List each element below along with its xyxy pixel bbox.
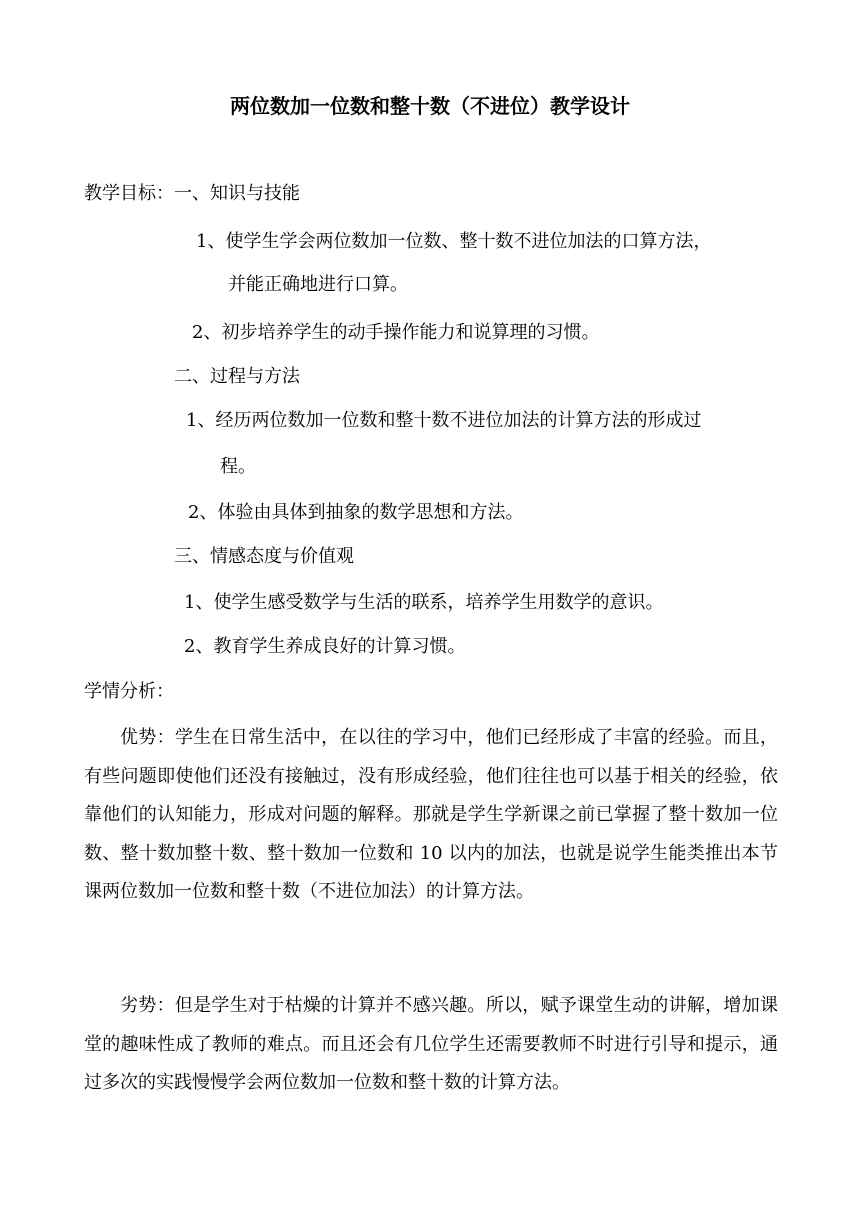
objective-2-1: 1、经历两位数加一位数和整十数不进位加法的计算方法的形成过 bbox=[186, 410, 702, 431]
section-process-methods: 二、过程与方法 bbox=[174, 366, 300, 387]
objective-1-1: 1、使学生学会两位数加一位数、整十数不进位加法的口算方法， bbox=[196, 231, 712, 252]
analysis-label: 学情分析： bbox=[84, 681, 174, 702]
objective-1-1-continued: 并能正确地进行口算。 bbox=[228, 274, 408, 295]
analysis-disadvantage-paragraph: 劣势：但是学生对于枯燥的计算并不感兴趣。所以，赋予课堂生动的讲解，增加课堂的趣味性成了教师的难点。而且还会有几位学生还需要教师不时进行引导和提示，通过多次的实践慢慢学会两位数加一位数和整十数的计算方法。 bbox=[84, 995, 778, 1094]
section-emotion-values: 三、情感态度与价值观 bbox=[174, 546, 354, 567]
analysis-advantage-paragraph: 优势：学生在日常生活中，在以往的学习中，他们已经形成了丰富的经验。而且，有些问题即使他们还没有接触过，没有形成经验，他们往往也可以基于相关的经验，依靠他们的认知能力，形成对问题的解释。那就是学生学新课之前已掌握了整十数加一位数、整十数加整十数、整十数加一位数和 10 以内的加法，也就是说学生能类推出本节课两位数加一位数和整十数（不进位加法）的计算方法。 bbox=[84, 727, 778, 903]
objective-2-2: 2、体验由具体到抽象的数学思想和方法。 bbox=[188, 502, 524, 523]
objective-3-2: 2、教育学生养成良好的计算习惯。 bbox=[184, 636, 466, 657]
objectives-label: 教学目标： bbox=[84, 183, 174, 204]
objective-2-1-continued: 程。 bbox=[220, 456, 256, 477]
objective-1-2: 2、初步培养学生的动手操作能力和说算理的习惯。 bbox=[192, 322, 600, 343]
objective-3-1: 1、使学生感受数学与生活的联系，培养学生用数学的意识。 bbox=[184, 592, 664, 613]
section-knowledge-skills: 一、知识与技能 bbox=[174, 183, 300, 204]
document-title: 两位数加一位数和整十数（不进位）教学设计 bbox=[230, 94, 630, 118]
